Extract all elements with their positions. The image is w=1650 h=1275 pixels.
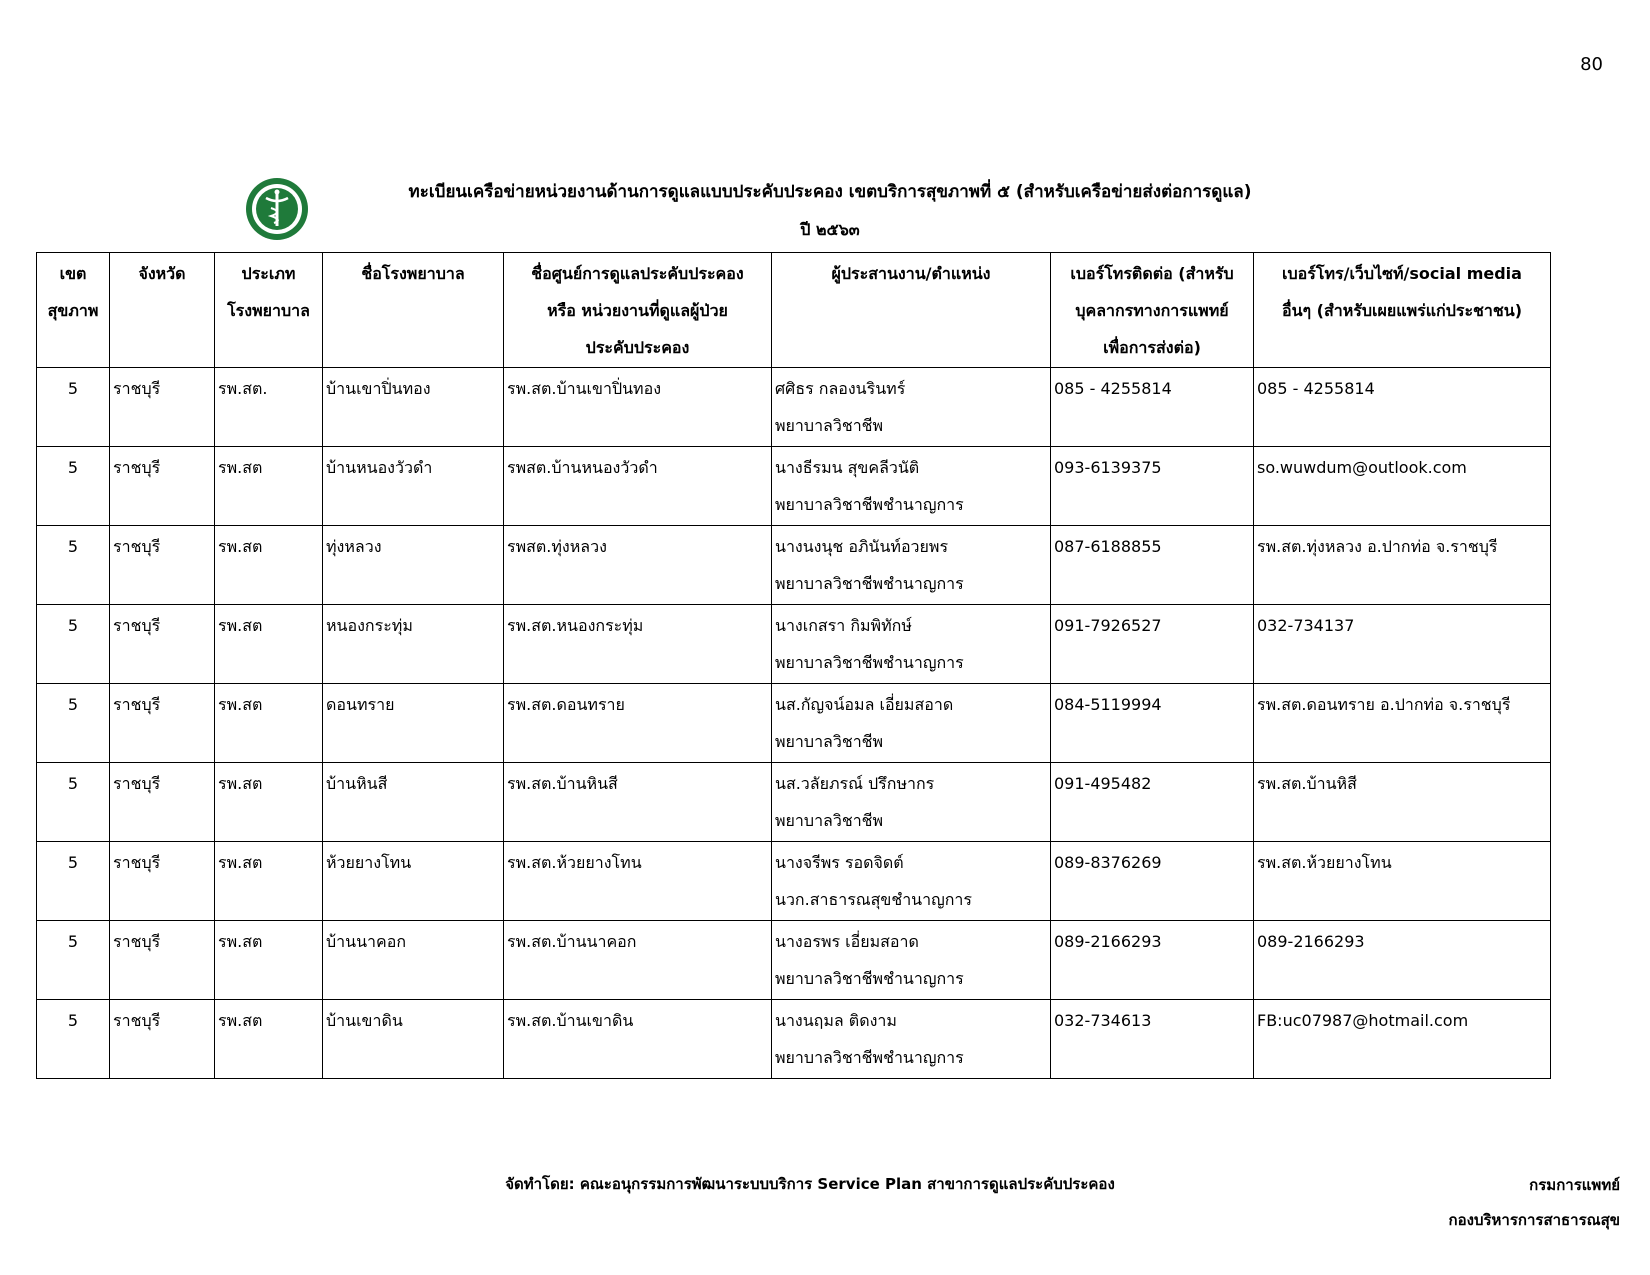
referral-phone-cell: 084-5119994 bbox=[1051, 684, 1254, 763]
hospital-name-cell: ทุ่งหลวง bbox=[323, 526, 504, 605]
footer-org-line1: กรมการแพทย์ bbox=[1529, 1176, 1620, 1194]
region-cell: 5 bbox=[37, 1000, 110, 1079]
table-row bbox=[37, 368, 1551, 447]
care-center-cell: รพสต.ทุ่งหลวง bbox=[504, 526, 772, 605]
referral-phone-cell: 087-6188855 bbox=[1051, 526, 1254, 605]
hospital-name-cell: หนองกระทุ่ม bbox=[323, 605, 504, 684]
public-contact-cell: รพ.สต.ห้วยยางโทน bbox=[1254, 842, 1551, 921]
table-row bbox=[37, 842, 1551, 921]
public-contact-cell: รพ.สต.บ้านหิสี bbox=[1254, 763, 1551, 842]
care-center-cell: รพ.สต.บ้านเขาปิ่นทอง bbox=[504, 368, 772, 447]
care-center-cell: รพ.สต.ห้วยยางโทน bbox=[504, 842, 772, 921]
region-cell: 5 bbox=[37, 526, 110, 605]
care-center-cell: รพสต.บ้านหนองวัวดำ bbox=[504, 447, 772, 526]
referral-phone-cell: 032-734613 bbox=[1051, 1000, 1254, 1079]
hospital-name-cell: บ้านหนองวัวดำ bbox=[323, 447, 504, 526]
care-center-cell: รพ.สต.บ้านเขาดิน bbox=[504, 1000, 772, 1079]
province-cell: ราชบุรี bbox=[110, 1000, 215, 1079]
care-center-cell: รพ.สต.บ้านนาคอก bbox=[504, 921, 772, 1000]
care-center-cell: รพ.สต.หนองกระทุ่ม bbox=[504, 605, 772, 684]
public-contact-cell: so.wuwdum@outlook.com bbox=[1254, 447, 1551, 526]
coordinator-cell: นส.กัญจน์อมล เอี่ยมสอาด พยาบาลวิชาชีพ bbox=[772, 684, 1051, 763]
region-cell: 5 bbox=[37, 763, 110, 842]
table-row bbox=[37, 684, 1551, 763]
hospital-type-cell: รพ.สต bbox=[215, 842, 323, 921]
region-cell: 5 bbox=[37, 447, 110, 526]
referral-phone-cell: 091-7926527 bbox=[1051, 605, 1254, 684]
care-center-cell: รพ.สต.บ้านหินสี bbox=[504, 763, 772, 842]
hospital-name-cell: บ้านหินสี bbox=[323, 763, 504, 842]
province-cell: ราชบุรี bbox=[110, 763, 215, 842]
coordinator-cell: นางจรีพร รอดจิดต์ นวก.สาธารณสุขชำนาญการ bbox=[772, 842, 1051, 921]
hospital-type-cell: รพ.สต bbox=[215, 526, 323, 605]
header-region: เขต สุขภาพ bbox=[37, 253, 110, 368]
header-coordinator: ผู้ประสานงาน/ตำแหน่ง bbox=[772, 253, 1051, 368]
network-register-table bbox=[36, 252, 1551, 1079]
public-contact-cell: 089-2166293 bbox=[1254, 921, 1551, 1000]
table-row bbox=[37, 1000, 1551, 1079]
hospital-name-cell: ดอนทราย bbox=[323, 684, 504, 763]
hospital-type-cell: รพ.สต bbox=[215, 1000, 323, 1079]
province-cell: ราชบุรี bbox=[110, 526, 215, 605]
header-hospital-type: ประเภท โรงพยาบาล bbox=[215, 253, 323, 368]
region-cell: 5 bbox=[37, 684, 110, 763]
table-row bbox=[37, 447, 1551, 526]
prepared-by-footer: จัดทำโดย: คณะอนุกรรมการพัฒนาระบบบริการ Service Plan สาขาการดูแลประคับประคอง bbox=[505, 1175, 1115, 1193]
public-contact-cell: รพ.สต.ดอนทราย อ.ปากท่อ จ.ราชบุรี bbox=[1254, 684, 1551, 763]
referral-phone-cell: 089-8376269 bbox=[1051, 842, 1254, 921]
coordinator-cell: นางเกสรา กิมพิทักษ์ พยาบาลวิชาชีพชำนาญการ bbox=[772, 605, 1051, 684]
referral-phone-cell: 089-2166293 bbox=[1051, 921, 1254, 1000]
province-cell: ราชบุรี bbox=[110, 605, 215, 684]
hospital-name-cell: บ้านเขาปิ่นทอง bbox=[323, 368, 504, 447]
province-cell: ราชบุรี bbox=[110, 921, 215, 1000]
hospital-type-cell: รพ.สต bbox=[215, 684, 323, 763]
header-care-center: ชื่อศูนย์การดูแลประคับประคอง หรือ หน่วยงานที่ดูแลผู้ป่วย ประคับประคอง bbox=[504, 253, 772, 368]
public-contact-cell: FB:uc07987@hotmail.com bbox=[1254, 1000, 1551, 1079]
region-cell: 5 bbox=[37, 921, 110, 1000]
header-referral-phone: เบอร์โทรติดต่อ (สำหรับ บุคลากรทางการแพทย์ เพื่อการส่งต่อ) bbox=[1051, 253, 1254, 368]
hospital-type-cell: รพ.สต bbox=[215, 605, 323, 684]
document-subtitle: ปี ๒๕๖๓ bbox=[800, 220, 860, 239]
table-row bbox=[37, 921, 1551, 1000]
province-cell: ราชบุรี bbox=[110, 447, 215, 526]
document-title: ทะเบียนเครือข่ายหน่วยงานด้านการดูแลแบบประคับประคอง เขตบริการสุขภาพที่ ๕ (สำหรับเครือข่ายส่งต่อการดูแล) bbox=[408, 182, 1252, 202]
public-contact-cell: 085 - 4255814 bbox=[1254, 368, 1551, 447]
hospital-name-cell: บ้านนาคอก bbox=[323, 921, 504, 1000]
referral-phone-cell: 085 - 4255814 bbox=[1051, 368, 1254, 447]
hospital-name-cell: บ้านเขาดิน bbox=[323, 1000, 504, 1079]
hospital-type-cell: รพ.สต bbox=[215, 763, 323, 842]
hospital-type-cell: รพ.สต bbox=[215, 921, 323, 1000]
care-center-cell: รพ.สต.ดอนทราย bbox=[504, 684, 772, 763]
referral-phone-cell: 091-495482 bbox=[1051, 763, 1254, 842]
referral-phone-cell: 093-6139375 bbox=[1051, 447, 1254, 526]
table-row bbox=[37, 526, 1551, 605]
coordinator-cell: ศศิธร กลองนรินทร์ พยาบาลวิชาชีพ bbox=[772, 368, 1051, 447]
region-cell: 5 bbox=[37, 605, 110, 684]
province-cell: ราชบุรี bbox=[110, 368, 215, 447]
page-number: 80 bbox=[1580, 54, 1603, 75]
header-hospital-name: ชื่อโรงพยาบาล bbox=[323, 253, 504, 368]
province-cell: ราชบุรี bbox=[110, 842, 215, 921]
table-row bbox=[37, 763, 1551, 842]
hospital-type-cell: รพ.สต bbox=[215, 447, 323, 526]
public-contact-cell: 032-734137 bbox=[1254, 605, 1551, 684]
table-header-row bbox=[37, 253, 1551, 368]
province-cell: ราชบุรี bbox=[110, 684, 215, 763]
table-row bbox=[37, 605, 1551, 684]
region-cell: 5 bbox=[37, 368, 110, 447]
header-public-contact: เบอร์โทร/เว็บไซท์/social media อื่นๆ (สำหรับเผยแพร่แก่ประชาชน) bbox=[1254, 253, 1551, 368]
header-province: จังหวัด bbox=[110, 253, 215, 368]
footer-org-line2: กองบริหารการสาธารณสุข bbox=[1448, 1211, 1620, 1229]
coordinator-cell: นางนฤมล ติดงาม พยาบาลวิชาชีพชำนาญการ bbox=[772, 1000, 1051, 1079]
coordinator-cell: นางนงนุช อภินันท์อวยพร พยาบาลวิชาชีพชำนาญการ bbox=[772, 526, 1051, 605]
hospital-type-cell: รพ.สต. bbox=[215, 368, 323, 447]
coordinator-cell: นางอรพร เอี่ยมสอาด พยาบาลวิชาชีพชำนาญการ bbox=[772, 921, 1051, 1000]
coordinator-cell: นางธีรมน สุขคลีวนัติ พยาบาลวิชาชีพชำนาญการ bbox=[772, 447, 1051, 526]
coordinator-cell: นส.วลัยภรณ์ ปรึกษากร พยาบาลวิชาชีพ bbox=[772, 763, 1051, 842]
region-cell: 5 bbox=[37, 842, 110, 921]
hospital-name-cell: ห้วยยางโทน bbox=[323, 842, 504, 921]
public-contact-cell: รพ.สต.ทุ่งหลวง อ.ปากท่อ จ.ราชบุรี bbox=[1254, 526, 1551, 605]
